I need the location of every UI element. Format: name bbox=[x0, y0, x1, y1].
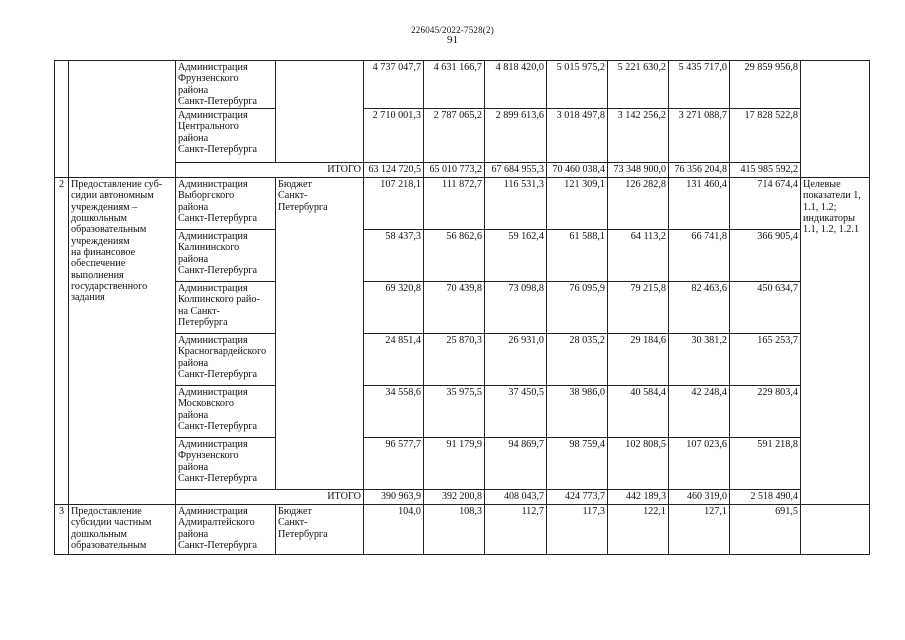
value-cell: 3 018 497,8 bbox=[547, 109, 608, 163]
value-cell: 82 463,6 bbox=[669, 282, 730, 334]
value-cell: 94 869,7 bbox=[485, 438, 547, 490]
total-value-cell: 17 828 522,8 bbox=[730, 109, 801, 163]
value-cell: 102 808,5 bbox=[608, 438, 669, 490]
value-cell: 24 851,4 bbox=[364, 334, 424, 386]
value-cell: 40 584,4 bbox=[608, 386, 669, 438]
value-cell: 122,1 bbox=[608, 505, 669, 555]
total-cell: 73 348 900,0 bbox=[608, 163, 669, 178]
total-value-cell: 714 674,4 bbox=[730, 178, 801, 230]
table-row bbox=[55, 109, 870, 163]
table-row bbox=[55, 505, 870, 555]
value-cell: 2 710 001,3 bbox=[364, 109, 424, 163]
admin-cell: Администрация Фрунзенского района Санкт-Петербурга bbox=[176, 61, 276, 109]
value-cell: 131 460,4 bbox=[669, 178, 730, 230]
value-cell: 116 531,3 bbox=[485, 178, 547, 230]
admin-cell: Администрация Колпинского райо- на Санкт- Петербурга bbox=[176, 282, 276, 334]
admin-cell: Администрация Красногвардейского района Санкт-Петербурга bbox=[176, 334, 276, 386]
admin-cell: Администрация Центрального района Санкт-Петербурга bbox=[176, 109, 276, 163]
value-cell: 5 221 630,2 bbox=[608, 61, 669, 109]
value-cell: 4 737 047,7 bbox=[364, 61, 424, 109]
admin-cell: Администрация Калининского района Санкт-Петербурга bbox=[176, 230, 276, 282]
page-number: 91 bbox=[447, 34, 458, 46]
value-cell: 28 035,2 bbox=[547, 334, 608, 386]
total-cell: 408 043,7 bbox=[485, 490, 547, 505]
value-cell: 66 741,8 bbox=[669, 230, 730, 282]
value-cell: 64 113,2 bbox=[608, 230, 669, 282]
table-row bbox=[55, 386, 870, 438]
indicators-cell: Целевые показатели 1, 1.1, 1.2; индикаторы 1.1, 1.2, 1.2.1 bbox=[801, 178, 870, 505]
total-cell: 424 773,7 bbox=[547, 490, 608, 505]
source-cell: Бюджет Санкт- Петербурга bbox=[276, 178, 364, 490]
value-cell: 38 986,0 bbox=[547, 386, 608, 438]
row-number-cell: 2 bbox=[55, 178, 69, 505]
value-cell: 25 870,3 bbox=[424, 334, 485, 386]
value-cell: 56 862,6 bbox=[424, 230, 485, 282]
total-value-cell: 691,5 bbox=[730, 505, 801, 555]
total-label: ИТОГО bbox=[176, 490, 364, 505]
value-cell: 70 439,8 bbox=[424, 282, 485, 334]
table-row bbox=[55, 178, 870, 230]
table-row bbox=[55, 282, 870, 334]
total-value-cell: 29 859 956,8 bbox=[730, 61, 801, 109]
value-cell: 5 435 717,0 bbox=[669, 61, 730, 109]
total-cell: 442 189,3 bbox=[608, 490, 669, 505]
total-row bbox=[55, 490, 870, 505]
total-value-cell: 165 253,7 bbox=[730, 334, 801, 386]
value-cell: 34 558,6 bbox=[364, 386, 424, 438]
total-value-cell: 450 634,7 bbox=[730, 282, 801, 334]
table-row bbox=[55, 230, 870, 282]
table-row bbox=[55, 334, 870, 386]
value-cell: 111 872,7 bbox=[424, 178, 485, 230]
value-cell: 127,1 bbox=[669, 505, 730, 555]
value-cell: 104,0 bbox=[364, 505, 424, 555]
value-cell: 35 975,5 bbox=[424, 386, 485, 438]
table-row bbox=[55, 438, 870, 490]
measure-cell: Предоставление суб- сидии автономным учреждениям – дошкольным образовательным учреждениям на финансовое обеспечение выполнения государственного задания bbox=[69, 178, 176, 505]
value-cell: 79 215,8 bbox=[608, 282, 669, 334]
admin-cell: Администрация Адмиралтейского района Санкт-Петербурга bbox=[176, 505, 276, 555]
value-cell: 3 271 088,7 bbox=[669, 109, 730, 163]
value-cell: 112,7 bbox=[485, 505, 547, 555]
value-cell: 76 095,9 bbox=[547, 282, 608, 334]
table-row bbox=[55, 61, 870, 109]
value-cell: 126 282,8 bbox=[608, 178, 669, 230]
value-cell: 42 248,4 bbox=[669, 386, 730, 438]
indicators-cell bbox=[801, 505, 870, 555]
value-cell: 4 818 420,0 bbox=[485, 61, 547, 109]
value-cell: 29 184,6 bbox=[608, 334, 669, 386]
total-cell: 65 010 773,2 bbox=[424, 163, 485, 178]
value-cell: 117,3 bbox=[547, 505, 608, 555]
total-label: ИТОГО bbox=[176, 163, 364, 178]
value-cell: 61 588,1 bbox=[547, 230, 608, 282]
value-cell: 108,3 bbox=[424, 505, 485, 555]
value-cell: 96 577,7 bbox=[364, 438, 424, 490]
value-cell: 107 218,1 bbox=[364, 178, 424, 230]
source-cell bbox=[276, 61, 364, 163]
total-cell: 392 200,8 bbox=[424, 490, 485, 505]
total-cell: 70 460 038,4 bbox=[547, 163, 608, 178]
admin-cell: Администрация Московского района Санкт-Петербурга bbox=[176, 386, 276, 438]
total-cell: 2 518 490,4 bbox=[730, 490, 801, 505]
value-cell: 30 381,2 bbox=[669, 334, 730, 386]
measure-cell: Предоставление субсидии частным дошкольным образовательным bbox=[69, 505, 176, 555]
indicators-cell bbox=[801, 61, 870, 178]
row-number-cell: 3 bbox=[55, 505, 69, 555]
value-cell: 2 899 613,6 bbox=[485, 109, 547, 163]
total-cell: 63 124 720,5 bbox=[364, 163, 424, 178]
admin-cell: Администрация Фрунзенского района Санкт-Петербурга bbox=[176, 438, 276, 490]
budget-table bbox=[54, 60, 870, 555]
total-cell: 76 356 204,8 bbox=[669, 163, 730, 178]
value-cell: 4 631 166,7 bbox=[424, 61, 485, 109]
admin-cell: Администрация Выборгского района Санкт-Петербурга bbox=[176, 178, 276, 230]
value-cell: 37 450,5 bbox=[485, 386, 547, 438]
total-row bbox=[55, 163, 870, 178]
total-value-cell: 366 905,4 bbox=[730, 230, 801, 282]
total-value-cell: 229 803,4 bbox=[730, 386, 801, 438]
measure-cell bbox=[69, 61, 176, 178]
value-cell: 121 309,1 bbox=[547, 178, 608, 230]
total-cell: 415 985 592,2 bbox=[730, 163, 801, 178]
value-cell: 73 098,8 bbox=[485, 282, 547, 334]
value-cell: 5 015 975,2 bbox=[547, 61, 608, 109]
value-cell: 2 787 065,2 bbox=[424, 109, 485, 163]
value-cell: 91 179,9 bbox=[424, 438, 485, 490]
value-cell: 26 931,0 bbox=[485, 334, 547, 386]
total-cell: 460 319,0 bbox=[669, 490, 730, 505]
value-cell: 107 023,6 bbox=[669, 438, 730, 490]
row-number-cell bbox=[55, 61, 69, 178]
total-cell: 390 963,9 bbox=[364, 490, 424, 505]
total-value-cell: 591 218,8 bbox=[730, 438, 801, 490]
value-cell: 58 437,3 bbox=[364, 230, 424, 282]
value-cell: 3 142 256,2 bbox=[608, 109, 669, 163]
source-cell: Бюджет Санкт- Петербурга bbox=[276, 505, 364, 555]
total-cell: 67 684 955,3 bbox=[485, 163, 547, 178]
value-cell: 69 320,8 bbox=[364, 282, 424, 334]
value-cell: 59 162,4 bbox=[485, 230, 547, 282]
document-number: 226045/2022-7528(2) bbox=[411, 25, 494, 35]
value-cell: 98 759,4 bbox=[547, 438, 608, 490]
